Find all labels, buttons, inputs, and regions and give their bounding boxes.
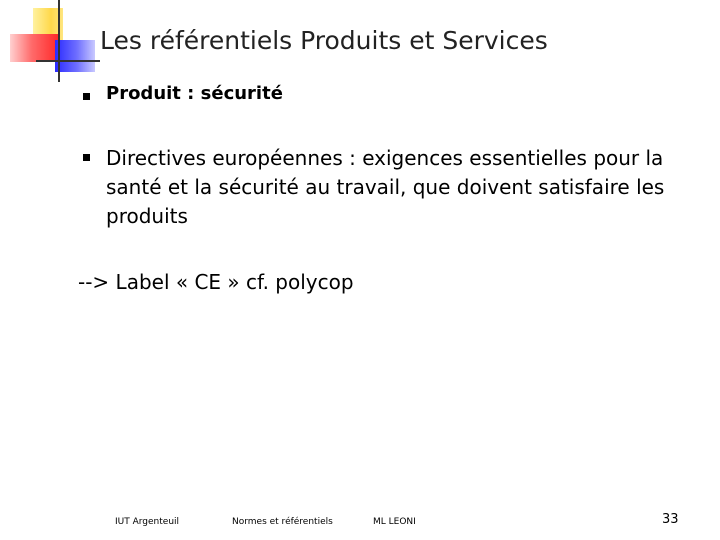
slide-title: Les référentiels Produits et Services [100,26,548,55]
footer-topic: Normes et référentiels [232,517,333,527]
bullet-text: Directives européennes : exigences essentielles pour la santé et la sécurité au travail, que doivent satisfaire les produits [106,146,665,228]
label-ce-line: --> Label « CE » cf. polycop [78,270,354,294]
page-number: 33 [662,512,679,527]
footer-institution: IUT Argenteuil [115,517,180,527]
logo-blue-block [55,40,95,72]
logo-red-block [10,34,58,62]
slide-logo-decoration [0,0,100,90]
logo-horizontal-line [36,60,100,62]
logo-vertical-line [58,0,60,82]
square-bullet-icon [83,154,90,161]
footer-author: ML LEONI [373,517,416,527]
bullet-text: Produit : sécurité [106,83,283,104]
square-bullet-icon [83,93,90,100]
